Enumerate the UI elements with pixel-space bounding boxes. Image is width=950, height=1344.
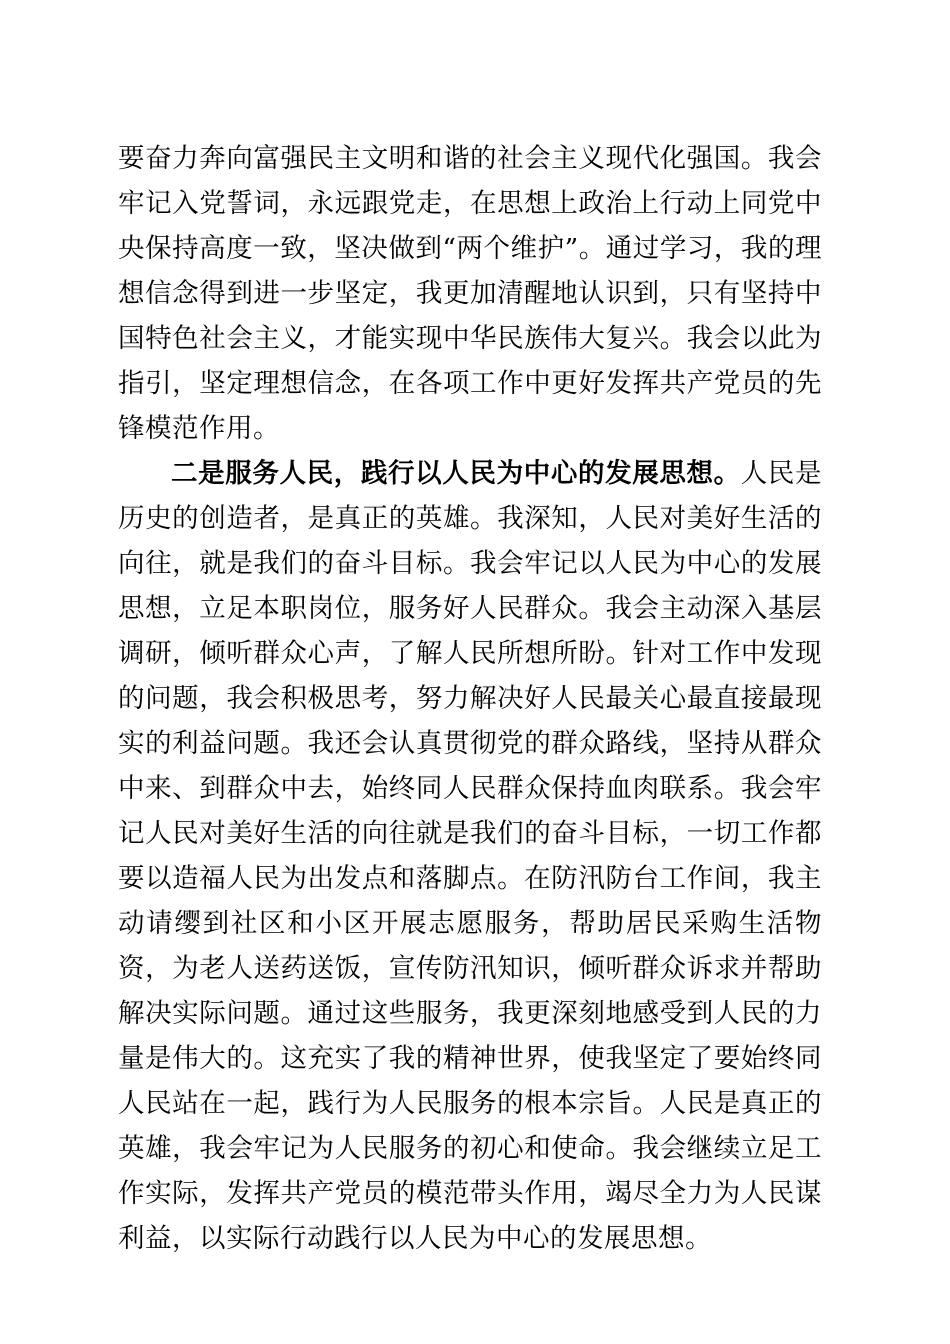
- paragraph-serve-the-people: [118, 451, 822, 1261]
- paragraph-text: 要奋力奔向富强民主文明和谐的社会主义现代化强国。我会牢记入党誓词，永远跟党走，在思想上政治上行动上同党中央保持高度一致，坚决做到“两个维护”。通过学习，我的理想信念得到进一步坚定，我更加清醒地认识到，只有坚持中国特色社会主义，才能实现中华民族伟大复兴。我会以此为指引，坚定理想信念，在各项工作中更好发挥共产党员的先锋模范作用。: [118, 143, 822, 444]
- paragraph-continuation: [118, 136, 822, 451]
- paragraph-text: 人民是历史的创造者，是真正的英雄。我深知，人民对美好生活的向往，就是我们的奋斗目标。我会牢记以人民为中心的发展思想，立足本职岗位，服务好人民群众。我会主动深入基层调研，倾听群众心声，了解人民所想所盼。针对工作中发现的问题，我会积极思考，努力解决好人民最关心最直接最现实的利益问题。我还会认真贯彻党的群众路线，坚持从群众中来、到群众中去，始终同人民群众保持血肉联系。我会牢记人民对美好生活的向往就是我们的奋斗目标，一切工作都要以造福人民为出发点和落脚点。在防汛防台工作间，我主动请缨到社区和小区开展志愿服务，帮助居民采购生活物资，为老人送药送饭，宣传防汛知识，倾听群众诉求并帮助解决实际问题。通过这些服务，我更深刻地感受到人民的力量是伟大的。这充实了我的精神世界，使我坚定了要始终同人民站在一起，践行为人民服务的根本宗旨。人民是真正的英雄，我会牢记为人民服务的初心和使命。我会继续立足工作实际，发挥共产党员的模范带头作用，竭尽全力为人民谋利益，以实际行动践行以人民为中心的发展思想。: [118, 458, 823, 1254]
- document-body: [118, 136, 822, 1261]
- paragraph-bold-lead: 二是服务人民，践行以人民为中心的发展思想。: [171, 458, 741, 489]
